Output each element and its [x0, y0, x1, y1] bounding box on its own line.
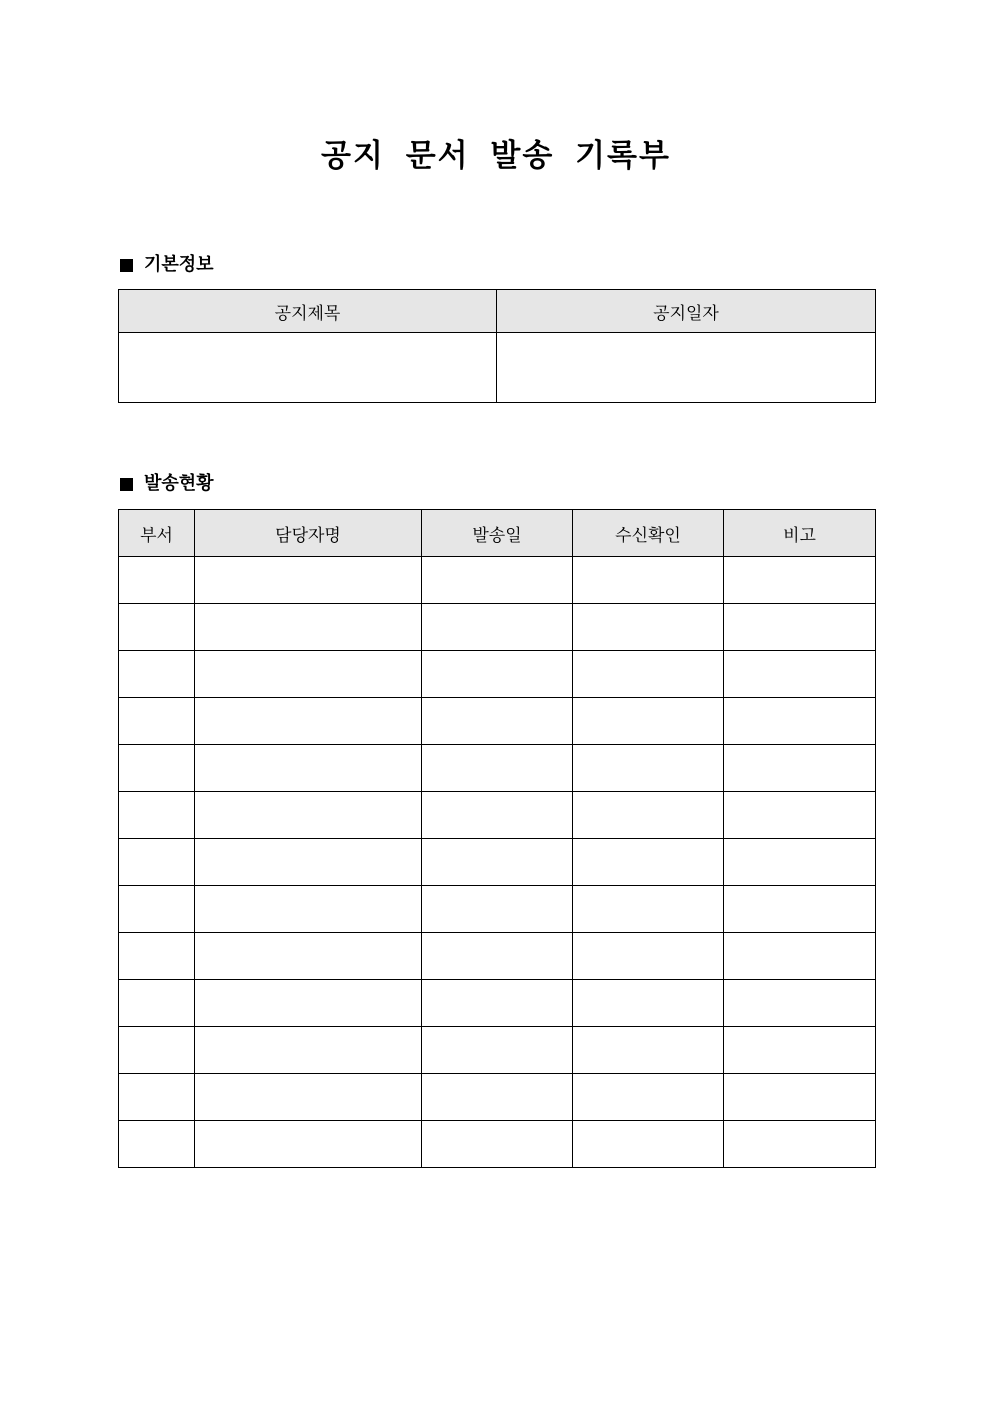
- receipt-confirmation-cell[interactable]: [573, 886, 724, 933]
- remarks-cell[interactable]: [724, 792, 876, 839]
- header-remarks: 비고: [724, 510, 876, 557]
- receipt-confirmation-cell[interactable]: [573, 1121, 724, 1168]
- dispatch-date-cell[interactable]: [422, 557, 573, 604]
- notice-title-cell[interactable]: [119, 333, 497, 403]
- basic-info-heading: [119, 252, 214, 278]
- table-row: [119, 1027, 876, 1074]
- receipt-confirmation-cell[interactable]: [573, 557, 724, 604]
- table-row: [119, 651, 876, 698]
- receipt-confirmation-cell[interactable]: [573, 1027, 724, 1074]
- table-row: [119, 933, 876, 980]
- dispatch-status-table: [118, 509, 876, 1168]
- person-in-charge-cell[interactable]: [195, 1121, 422, 1168]
- department-cell[interactable]: [119, 792, 195, 839]
- dispatch-header-row: [119, 510, 876, 557]
- person-in-charge-cell[interactable]: [195, 1074, 422, 1121]
- remarks-cell[interactable]: [724, 698, 876, 745]
- dispatch-date-cell[interactable]: [422, 1027, 573, 1074]
- dispatch-date-cell[interactable]: [422, 792, 573, 839]
- dispatch-date-cell[interactable]: [422, 839, 573, 886]
- dispatch-date-cell[interactable]: [422, 651, 573, 698]
- department-cell[interactable]: [119, 980, 195, 1027]
- remarks-cell[interactable]: [724, 1074, 876, 1121]
- table-row: [119, 698, 876, 745]
- header-dispatch-date: 발송일: [422, 510, 573, 557]
- person-in-charge-cell[interactable]: [195, 651, 422, 698]
- table-row: [119, 557, 876, 604]
- person-in-charge-cell[interactable]: [195, 980, 422, 1027]
- dispatch-status-heading: [119, 471, 214, 497]
- table-row: [119, 745, 876, 792]
- table-row: [119, 604, 876, 651]
- table-row: [119, 839, 876, 886]
- receipt-confirmation-cell[interactable]: [573, 604, 724, 651]
- department-cell[interactable]: [119, 745, 195, 792]
- dispatch-date-cell[interactable]: [422, 1121, 573, 1168]
- department-cell[interactable]: [119, 1121, 195, 1168]
- remarks-cell[interactable]: [724, 604, 876, 651]
- person-in-charge-cell[interactable]: [195, 1027, 422, 1074]
- dispatch-date-cell[interactable]: [422, 886, 573, 933]
- square-bullet-icon: [120, 478, 133, 491]
- receipt-confirmation-cell[interactable]: [573, 839, 724, 886]
- dispatch-date-cell[interactable]: [422, 745, 573, 792]
- department-cell[interactable]: [119, 1027, 195, 1074]
- dispatch-date-cell[interactable]: [422, 980, 573, 1027]
- person-in-charge-cell[interactable]: [195, 745, 422, 792]
- remarks-cell[interactable]: [724, 886, 876, 933]
- remarks-cell[interactable]: [724, 839, 876, 886]
- receipt-confirmation-cell[interactable]: [573, 792, 724, 839]
- department-cell[interactable]: [119, 886, 195, 933]
- person-in-charge-cell[interactable]: [195, 604, 422, 651]
- department-cell[interactable]: [119, 557, 195, 604]
- person-in-charge-cell[interactable]: [195, 933, 422, 980]
- person-in-charge-cell[interactable]: [195, 792, 422, 839]
- department-cell[interactable]: [119, 698, 195, 745]
- receipt-confirmation-cell[interactable]: [573, 1074, 724, 1121]
- dispatch-date-cell[interactable]: [422, 1074, 573, 1121]
- department-cell[interactable]: [119, 651, 195, 698]
- header-person-in-charge: 담당자명: [195, 510, 422, 557]
- receipt-confirmation-cell[interactable]: [573, 980, 724, 1027]
- table-row: [119, 1121, 876, 1168]
- remarks-cell[interactable]: [724, 980, 876, 1027]
- person-in-charge-cell[interactable]: [195, 557, 422, 604]
- table-row: [119, 792, 876, 839]
- basic-info-table: [118, 289, 876, 403]
- dispatch-date-cell[interactable]: [422, 698, 573, 745]
- remarks-cell[interactable]: [724, 1121, 876, 1168]
- receipt-confirmation-cell[interactable]: [573, 745, 724, 792]
- header-notice-date: 공지일자: [497, 290, 876, 333]
- header-department: 부서: [119, 510, 195, 557]
- remarks-cell[interactable]: [724, 745, 876, 792]
- department-cell[interactable]: [119, 933, 195, 980]
- receipt-confirmation-cell[interactable]: [573, 698, 724, 745]
- header-receipt-confirmation: 수신확인: [573, 510, 724, 557]
- department-cell[interactable]: [119, 1074, 195, 1121]
- table-row: [119, 1074, 876, 1121]
- person-in-charge-cell[interactable]: [195, 839, 422, 886]
- basic-info-header-row: [119, 290, 876, 333]
- receipt-confirmation-cell[interactable]: [573, 933, 724, 980]
- notice-date-cell[interactable]: [497, 333, 876, 403]
- remarks-cell[interactable]: [724, 933, 876, 980]
- square-bullet-icon: [120, 259, 133, 272]
- department-cell[interactable]: [119, 604, 195, 651]
- department-cell[interactable]: [119, 839, 195, 886]
- remarks-cell[interactable]: [724, 557, 876, 604]
- dispatch-status-heading-label: 발송현황: [144, 473, 214, 494]
- remarks-cell[interactable]: [724, 1027, 876, 1074]
- person-in-charge-cell[interactable]: [195, 698, 422, 745]
- receipt-confirmation-cell[interactable]: [573, 651, 724, 698]
- table-row: [119, 886, 876, 933]
- person-in-charge-cell[interactable]: [195, 886, 422, 933]
- remarks-cell[interactable]: [724, 651, 876, 698]
- basic-info-value-row: [119, 333, 876, 403]
- header-notice-title: 공지제목: [119, 290, 497, 333]
- basic-info-heading-label: 기본정보: [144, 254, 214, 275]
- dispatch-date-cell[interactable]: [422, 933, 573, 980]
- document-title: 공지 문서 발송 기록부: [321, 138, 671, 174]
- table-row: [119, 980, 876, 1027]
- dispatch-date-cell[interactable]: [422, 604, 573, 651]
